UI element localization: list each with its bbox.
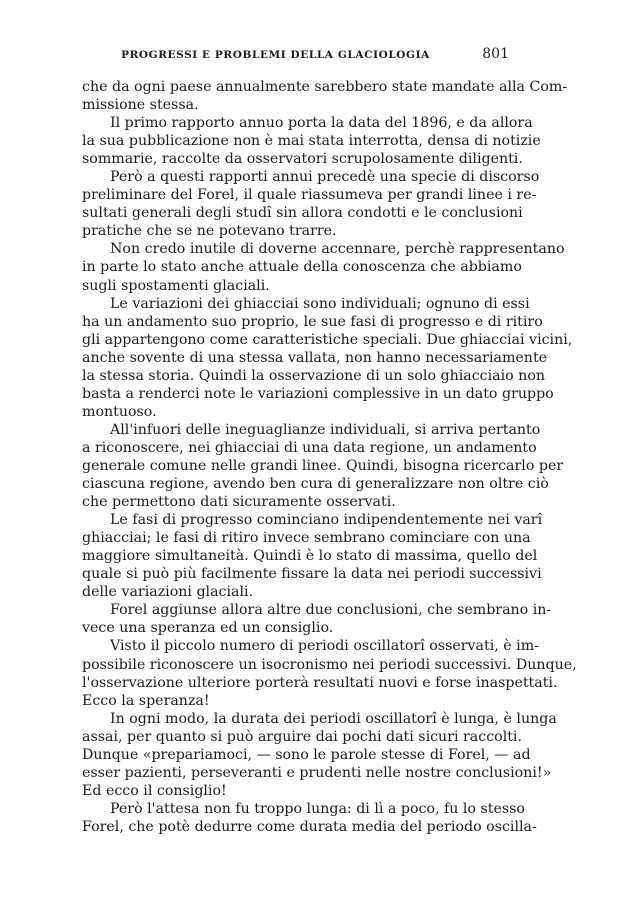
text-line: possibile riconoscere un isocronismo nei periodi successivi. Dunque, [82, 656, 577, 673]
text-line: ghiacciai; le fasi di ritiro invece sembrano cominciare con una [82, 530, 531, 547]
text-line: montuoso. [82, 403, 157, 420]
text-line: sommarie, raccolte da osservatori scrupolosamente diligenti. [82, 151, 523, 168]
text-line: l'osservazione ulteriore porterà resultati nuovi e forse inaspettati. [82, 674, 558, 691]
text-line: In ogni modo, la durata dei periodi oscillatorî è lunga, è lunga [110, 710, 557, 727]
body-text [82, 78, 577, 836]
text-line: Ecco la speranza! [82, 692, 210, 709]
text-line: pratiche che se ne potevano trarre. [82, 223, 337, 240]
text-line: All'infuori delle ineguaglianze individuali, si arriva pertanto [110, 421, 541, 438]
running-header [82, 46, 509, 64]
text-line: sugli spostamenti glaciali. [82, 277, 270, 294]
text-line: Però l'attesa non fu troppo lunga: di lì a poco, fu lo stesso [110, 800, 525, 817]
text-line: a riconoscere, nei ghiacciai di una data regione, un andamento [82, 439, 537, 456]
paragraph [82, 710, 557, 800]
text-line: ciascuna regione, avendo ben cura di generalizzare non oltre ciò [82, 476, 549, 493]
paragraph [82, 637, 577, 709]
text-line: quale si può più facilmente fissare la data nei periodi successivi [82, 566, 542, 583]
text-line: la sua pubblicazione non è mai stata interrotta, densa di notizie [82, 133, 541, 150]
text-line: gli appartengono come caratteristiche speciali. Due ghiacciai vicini, [82, 331, 573, 348]
paragraph [82, 240, 565, 294]
paragraph [82, 114, 541, 168]
paragraph [82, 421, 564, 511]
text-line: Il primo rapporto annuo porta la data del 1896, e da allora [110, 115, 533, 132]
text-line: basta a renderci note le variazioni complessive in un dato gruppo [82, 385, 554, 402]
paragraph [82, 601, 552, 637]
text-line: in parte lo stato anche attuale della conoscenza che abbiamo [82, 259, 522, 276]
text-line: ha un andamento suo proprio, le sue fasi di progresso e di ritiro [82, 313, 543, 330]
text-line: Le fasi di progresso cominciano indipendentemente nei varî [110, 512, 543, 529]
running-title: PROGRESSI E PROBLEMI DELLA GLACIOLOGIA [121, 49, 430, 61]
text-line: che da ogni paese annualmente sarebbero state mandate alla Com- [82, 79, 568, 95]
text-line: Dunque «prepariamoci, — sono le parole stesse di Forel, — ad [82, 746, 531, 763]
text-line: generale comune nelle grandi linee. Quindi, bisogna ricercarlo per [82, 457, 564, 474]
text-line: Forel aggiunse allora altre due conclusioni, che sembrano in- [110, 602, 552, 619]
text-line: anche sovente di una stessa vallata, non hanno necessariamente [82, 349, 548, 366]
text-line: Visto il piccolo numero di periodi oscillatorî osservati, è im- [110, 638, 539, 655]
text-line: missione stessa. [82, 97, 199, 114]
paragraph [82, 511, 543, 601]
text-line: preliminare del Forel, il quale riassumeva per grandi linee i re- [82, 187, 537, 204]
paragraph [82, 168, 540, 240]
text-line: Non credo inutile di doverne accennare, perchè rappresentano [110, 241, 565, 258]
text-line: esser pazienti, perseveranti e prudenti nelle nostre conclusioni!» [82, 764, 552, 781]
text-line: delle variazioni glaciali. [82, 584, 254, 601]
text-line: assai, per quanto si può arguire dai pochi dati sicuri raccolti. [82, 728, 522, 745]
text-line: Ed ecco il consiglio! [82, 782, 227, 799]
text-line: Forel, che potè dedurre come durata media del periodo oscilla- [82, 818, 537, 835]
paragraph [82, 295, 573, 421]
text-line: Però a questi rapporti annui precedè una specie di discorso [110, 169, 540, 186]
paragraph [82, 800, 537, 836]
text-line: Le variazioni dei ghiacciai sono individuali; ognuno di essi [110, 295, 530, 312]
text-line: sultati generali degli studî sin allora condotti e le conclusioni [82, 205, 523, 222]
page-number: 801 [482, 46, 509, 62]
paragraph [82, 78, 568, 114]
text-line: che permettono dati sicuramente osservati. [82, 494, 396, 511]
text-line: maggiore simultaneità. Quindi è lo stato di massima, quello del [82, 548, 538, 565]
text-line: la stessa storia. Quindi la osservazione di un solo ghiacciaio non [82, 367, 545, 384]
text-line: vece una speranza ed un consiglio. [82, 620, 334, 637]
